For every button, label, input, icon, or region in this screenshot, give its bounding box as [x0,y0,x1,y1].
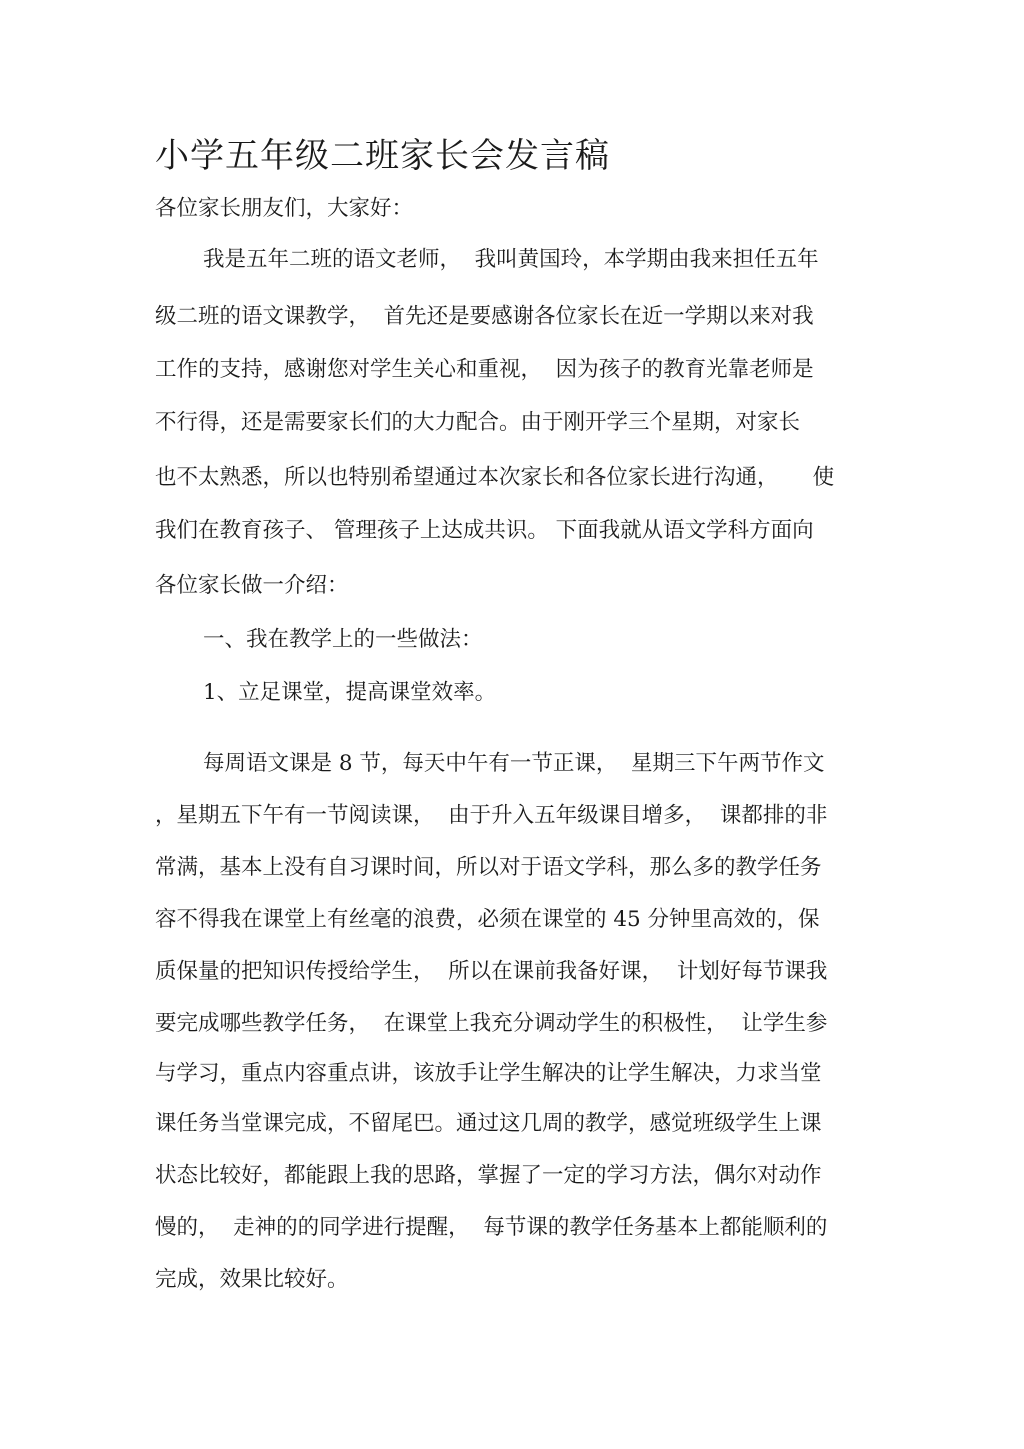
paragraph-2-line: 常满，基本上没有自习课时间，所以对于语文学科，那么多的教学任务 [155,855,822,880]
paragraph-2-line: 每周语文课是 8 节，每天中午有一节正课， 星期三下午两节作文 [203,751,825,776]
paragraph-2-line: 容不得我在课堂上有丝毫的浪费，必须在课堂的 45 分钟里高效的，保 [155,907,820,932]
paragraph-1-line: 级二班的语文课教学， 首先还是要感谢各位家长在近一学期以来对我 [155,304,814,329]
document-title: 小学五年级二班家长会发言稿 [155,136,610,176]
paragraph-2-line: 课任务当堂课完成，不留尾巴。通过这几周的教学，感觉班级学生上课 [155,1111,822,1136]
paragraph-1-line: 我们在教育孩子、 管理孩子上达成共识。 下面我就从语文学科方面向 [155,518,814,543]
paragraph-1-line: 各位家长做一介绍： [155,573,349,598]
paragraph-1-line: 我是五年二班的语文老师， 我叫黄国玲，本学期由我来担任五年 [203,247,819,272]
paragraph-1-line: 工作的支持，感谢您对学生关心和重视， 因为孩子的教育光靠老师是 [155,357,814,382]
section-heading: 一、我在教学上的一些做法： [203,627,483,652]
subsection-heading: 1、立足课堂，提高课堂效率。 [203,680,497,705]
paragraph-1-line: 不行得，还是需要家长们的大力配合。由于刚开学三个星期，对家长 [155,410,801,435]
paragraph-2-line: 与学习，重点内容重点讲，该放手让学生解决的让学生解决，力求当堂 [155,1061,822,1086]
paragraph-2-line: 状态比较好，都能跟上我的思路，掌握了一定的学习方法，偶尔对动作 [155,1163,822,1188]
paragraph-2-line: 要完成哪些教学任务， 在课堂上我充分调动学生的积极性， 让学生参 [155,1011,828,1036]
paragraph-1-line: 也不太熟悉，所以也特别希望通过本次家长和各位家长进行沟通， 使 [155,465,835,490]
paragraph-2-line: 质保量的把知识传授给学生， 所以在课前我备好课， 计划好每节课我 [155,959,828,984]
paragraph-2-line: 慢的， 走神的的同学进行提醒， 每节课的教学任务基本上都能顺利的 [155,1215,828,1240]
paragraph-2-line: 完成，效果比较好。 [155,1267,349,1292]
greeting: 各位家长朋友们，大家好： [155,196,414,221]
paragraph-2-line: ，星期五下午有一节阅读课， 由于升入五年级课目增多， 课都排的非 [155,803,828,828]
